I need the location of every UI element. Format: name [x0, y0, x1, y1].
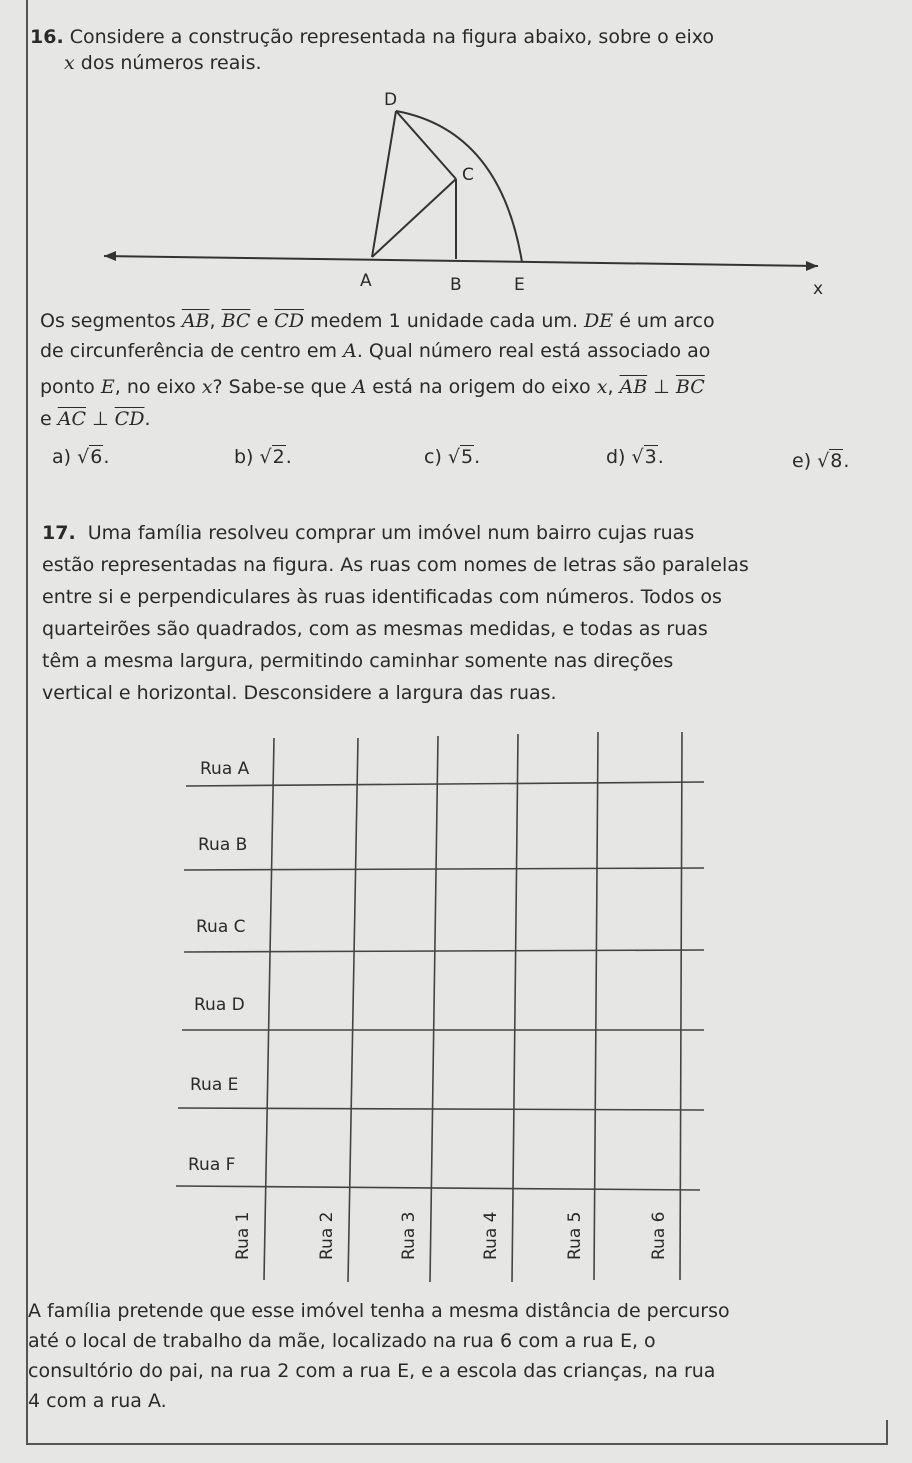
q16-intro [30, 26, 714, 48]
street-label-6: Rua 6 [649, 1211, 669, 1260]
axis-arrow-right [806, 261, 818, 271]
sqrt-icon: √ [77, 446, 90, 468]
street-label-3: Rua 3 [399, 1211, 419, 1260]
label-e: E [514, 275, 525, 295]
q16-statement-l3 [40, 376, 705, 398]
q16-statement-l1 [40, 310, 715, 332]
street-label-a: Rua A [200, 759, 250, 779]
q17-line: vertical e horizontal. Desconsidere a largura das ruas. [42, 682, 557, 704]
street-line-c [184, 950, 704, 952]
street-label-e: Rua E [190, 1075, 239, 1095]
period: . [285, 446, 292, 468]
street-line-1 [264, 738, 274, 1280]
var-x: x [64, 52, 75, 74]
page-bottom-border [26, 1443, 888, 1445]
street-line-f [176, 1186, 700, 1190]
street-label-4: Rua 4 [481, 1211, 501, 1260]
segment-ab-label: $\overline{AB}$ [181, 310, 210, 332]
segment-ac [372, 179, 456, 257]
period: . [144, 408, 151, 430]
text: e [256, 310, 269, 332]
sqrt-icon: √ [447, 446, 461, 468]
q17-line: estão representadas na figura. As ruas com nomes de letras são paralelas [42, 554, 749, 576]
option-a[interactable] [52, 446, 109, 468]
page-right-border [886, 1420, 888, 1444]
option-letter: b) [234, 446, 254, 468]
street-label-c: Rua C [196, 917, 246, 937]
street-line-3 [430, 736, 438, 1282]
point-a: A [352, 376, 367, 398]
perpendicular-symbol: ⊥ [653, 376, 670, 398]
street-label-b: Rua B [198, 835, 248, 855]
comma: , [209, 310, 216, 332]
q16-statement-l2 [40, 340, 710, 362]
text: está na origem do eixo [372, 376, 591, 398]
period: . [103, 446, 110, 468]
period: . [474, 446, 481, 468]
q17-closing-line: até o local de trabalho da mãe, localizado na rua 6 com a rua E, o [28, 1330, 656, 1352]
option-b[interactable] [234, 446, 292, 468]
q17-closing-line: A família pretende que esse imóvel tenha a mesma distância de percurso [28, 1300, 730, 1322]
q16-intro-2 [64, 52, 262, 74]
q17-closing [28, 1300, 888, 1412]
period: . [657, 446, 664, 468]
street-line-2 [348, 738, 358, 1282]
label-a: A [360, 271, 372, 291]
q16-statement-l4 [40, 408, 151, 430]
street-label-1: Rua 1 [233, 1211, 253, 1260]
var-x: x [201, 376, 213, 398]
radicand: 5 [461, 446, 474, 468]
q17-line: quarteirões são quadrados, com as mesmas medidas, e todas as ruas [42, 618, 708, 640]
text: é um arco [619, 310, 715, 332]
text: de circunferência de centro em [40, 340, 338, 362]
q16-figure [0, 80, 912, 300]
sqrt-icon: √ [631, 446, 644, 468]
q17-closing-line: 4 com a rua A. [28, 1390, 167, 1412]
x-axis [104, 256, 818, 266]
label-c: C [462, 165, 474, 185]
street-line-6 [680, 732, 682, 1280]
point-e: E [100, 376, 115, 398]
q17-line: Uma família resolveu comprar um imóvel num bairro cujas ruas [87, 522, 695, 544]
radicand: 6 [90, 446, 103, 468]
period: . [843, 450, 850, 472]
label-axis-x: x [813, 279, 824, 299]
street-line-5 [594, 732, 598, 1280]
street-label-2: Rua 2 [317, 1211, 337, 1260]
q16-intro-line2: dos números reais. [80, 52, 262, 74]
option-letter: a) [52, 446, 72, 468]
perpendicular-symbol: ⊥ [92, 408, 109, 430]
segment-cd [396, 111, 456, 179]
sqrt-icon: √ [817, 450, 830, 472]
q16-intro-line1: Considere a construção representada na figura abaixo, sobre o eixo [69, 26, 715, 48]
radicand: 2 [272, 446, 285, 468]
option-letter: d) [606, 446, 626, 468]
option-letter: c) [424, 446, 442, 468]
segment-cd-label: $\overline{CD}$ [114, 408, 145, 430]
street-line-b [184, 868, 704, 870]
arc-de-label: DE [584, 310, 614, 332]
street-line-e [178, 1108, 704, 1110]
segment-cd-label: $\overline{CD}$ [274, 310, 305, 332]
q17-line: têm a mesma largura, permitindo caminhar somente nas direções [42, 650, 674, 672]
option-d[interactable] [606, 446, 664, 468]
text: . Qual número real está associado ao [356, 340, 711, 362]
radicand: 3 [644, 446, 657, 468]
text: medem 1 unidade cada um. [310, 310, 578, 332]
segment-bc-label: $\overline{BC}$ [221, 310, 251, 332]
q16-number: 16. [30, 26, 64, 48]
street-label-5: Rua 5 [565, 1211, 585, 1260]
q17-statement [42, 522, 872, 704]
var-x: x [596, 376, 608, 398]
segment-bc-label: $\overline{BC}$ [675, 376, 705, 398]
point-a: A [343, 340, 357, 362]
page-left-border [26, 0, 28, 1444]
radicand: 8 [830, 450, 843, 472]
street-line-a [186, 782, 704, 786]
text: ponto [40, 376, 95, 398]
street-line-4 [512, 734, 518, 1282]
option-letter: e) [792, 450, 812, 472]
q17-closing-line: consultório do pai, na rua 2 com a rua E, e a escola das crianças, na rua [28, 1360, 716, 1382]
q17-line: entre si e perpendiculares às ruas identificadas com números. Todos os [42, 586, 722, 608]
label-d: D [384, 90, 398, 110]
axis-arrow-left [104, 251, 116, 261]
text: Os segmentos [40, 310, 176, 332]
q17-number: 17. [42, 522, 76, 544]
sqrt-icon: √ [259, 446, 272, 468]
text: ? Sabe-se que [212, 376, 347, 398]
option-e[interactable] [792, 450, 849, 472]
street-grid-figure [0, 720, 912, 1300]
option-c[interactable] [424, 446, 480, 468]
street-label-f: Rua F [188, 1155, 236, 1175]
segment-ac-label: $\overline{AC}$ [57, 408, 87, 430]
segment-ab-label: $\overline{AB}$ [619, 376, 648, 398]
label-b: B [450, 275, 462, 295]
segment-ad [372, 111, 396, 257]
street-label-d: Rua D [194, 995, 245, 1015]
text: e [40, 408, 52, 430]
comma: , [607, 376, 614, 398]
text: , no eixo [114, 376, 196, 398]
